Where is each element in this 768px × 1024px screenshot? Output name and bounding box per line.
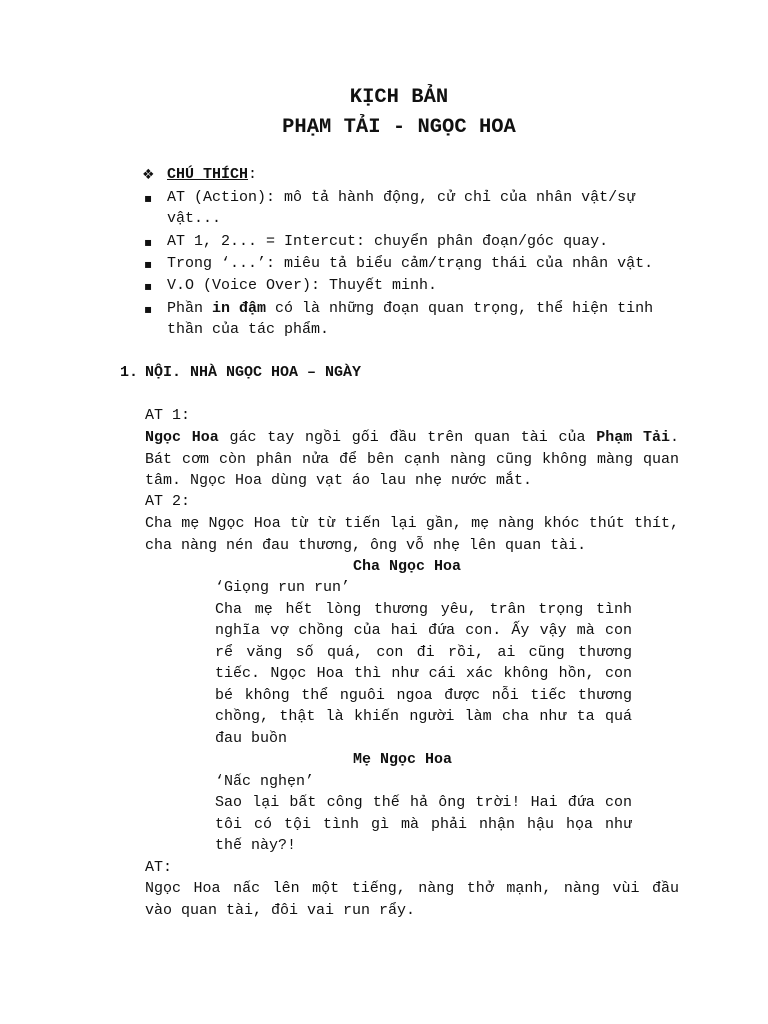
action-line: tâm. Ngọc Hoa dùng vạt áo lau nhẹ nước mắt. (145, 472, 533, 489)
dialogue-line: đau buồn (215, 730, 288, 747)
notes-heading (167, 164, 257, 186)
character-name: Ngọc Hoa (145, 429, 219, 446)
square-bullet-icon: ▪ (144, 191, 153, 205)
dialogue-line: thế này?! (215, 837, 297, 854)
action-line: Cha mẹ Ngọc Hoa từ từ tiến lại gần, mẹ nàng khóc thút thít, (145, 515, 679, 532)
dialogue-line: chồng, thật là khiến người làm cha như ta quá (215, 708, 632, 725)
dialogue-character: Cha Ngọc Hoa (353, 558, 462, 575)
action-line (145, 427, 679, 449)
scene-number: 1. (120, 364, 139, 381)
note-text: có là những đoạn quan trọng, thể hiện tinh (266, 300, 654, 317)
action-line: Bát cơm còn phân nửa để bên cạnh nàng cũng không màng quan (145, 451, 679, 468)
action-text: gác tay ngồi gối đầu trên quan tài của (218, 429, 597, 446)
square-bullet-icon: ▪ (144, 257, 153, 271)
action-label: AT 2: (145, 493, 191, 510)
diamond-bullet-icon: ❖ (142, 167, 155, 183)
note-item-line (167, 298, 653, 320)
note-item-line: vật... (167, 210, 222, 227)
dialogue-parenthetical: ‘Nấc nghẹn’ (215, 773, 315, 790)
action-label: AT 1: (145, 407, 191, 424)
dialogue-line: Sao lại bất công thế hả ông trời! Hai đứa con (215, 794, 632, 811)
dialogue-line: bé không thể nguôi ngoa được nỗi tiếc thương (215, 687, 632, 704)
dialogue-line: nghĩa vợ chồng của hai đứa con. Ấy vậy mà con (215, 622, 632, 639)
action-label: AT: (145, 859, 173, 876)
action-line: Ngọc Hoa nấc lên một tiếng, nàng thở mạnh, nàng vùi đầu (145, 880, 679, 897)
note-item-line: V.O (Voice Over): Thuyết minh. (167, 277, 438, 294)
square-bullet-icon: ▪ (144, 302, 153, 316)
square-bullet-icon: ▪ (144, 235, 153, 249)
document-subtitle: PHẠM TẢI - NGỌC HOA (282, 116, 516, 139)
dialogue-character: Mẹ Ngọc Hoa (353, 751, 453, 768)
note-text: Phần (167, 300, 213, 317)
action-line: vào quan tài, đôi vai run rẩy. (145, 902, 416, 919)
notes-heading-colon: : (248, 166, 258, 183)
note-item-line: thần của tác phẩm. (167, 321, 330, 338)
note-item-line: AT (Action): mô tả hành động, cử chỉ của nhân vật/sự (167, 189, 636, 206)
scene-heading: NỘI. NHÀ NGỌC HOA – NGÀY (145, 364, 362, 381)
note-item-line: AT 1, 2... = Intercut: chuyển phân đoạn/góc quay. (167, 233, 609, 250)
dialogue-line: rể văng số quá, con đi rồi, ai cũng thương (215, 644, 632, 661)
document-title: KỊCH BẢN (349, 86, 449, 109)
dialogue-parenthetical: ‘Giọng run run’ (215, 579, 351, 596)
note-item-line: Trong ‘...’: miêu tả biểu cảm/trạng thái của nhân vật. (167, 255, 654, 272)
action-text: . (670, 429, 679, 446)
note-bold-text: in đậm (212, 300, 267, 317)
dialogue-line: Cha mẹ hết lòng thương yêu, trân trọng tình (215, 601, 632, 618)
square-bullet-icon: ▪ (144, 279, 153, 293)
character-name: Phạm Tải (596, 429, 670, 446)
action-line: cha nàng nén đau thương, ông vỗ nhẹ lên quan tài. (145, 537, 587, 554)
dialogue-line: tôi có tội tình gì mà phải nhận hậu họa như (215, 816, 632, 833)
notes-heading-label: CHÚ THÍCH (167, 166, 249, 183)
dialogue-line: tiếc. Ngọc Hoa thì như cái xác không hồn, con (215, 665, 632, 682)
